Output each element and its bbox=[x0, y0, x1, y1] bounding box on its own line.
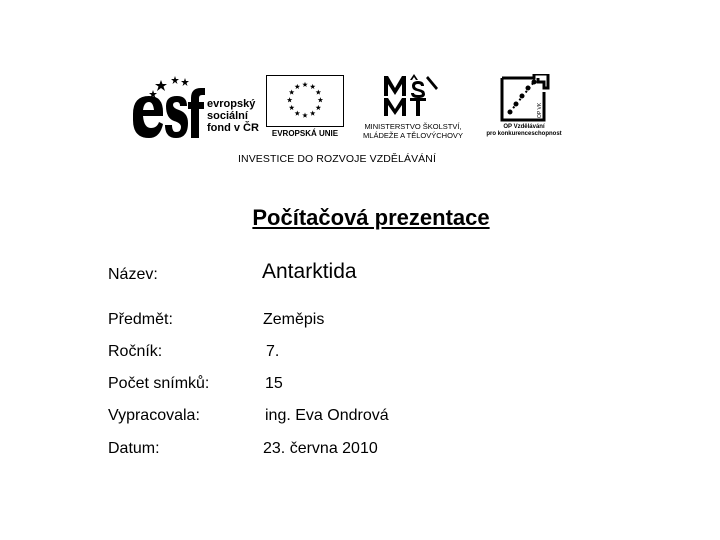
info-row-nazev bbox=[108, 260, 508, 292]
info-label: Předmět: bbox=[108, 311, 173, 328]
eu-star-icon bbox=[310, 110, 315, 115]
eu-star-icon bbox=[302, 82, 307, 87]
esf-tagline-line: evropský bbox=[207, 98, 256, 110]
info-label: Vypracovala: bbox=[108, 407, 200, 424]
info-row-datum bbox=[108, 440, 508, 466]
eu-star-icon bbox=[318, 97, 323, 102]
msmt-label bbox=[348, 122, 478, 140]
esf-letters-graphic bbox=[133, 76, 207, 138]
op-vk-label-line: pro konkurenceschopnost bbox=[486, 131, 562, 137]
info-row-predmet bbox=[108, 311, 508, 337]
info-value: 7. bbox=[266, 343, 280, 360]
esf-logo bbox=[133, 76, 259, 138]
eu-star-icon bbox=[316, 105, 321, 110]
info-label: Ročník: bbox=[108, 343, 163, 360]
op-vk-label-line: OP Vzdělávání bbox=[503, 124, 545, 130]
page-title: Počítačová prezentace bbox=[252, 205, 490, 230]
info-value: Zeměpis bbox=[263, 311, 325, 328]
eu-star-icon bbox=[302, 113, 307, 118]
eu-star-icon bbox=[295, 110, 300, 115]
info-value: ing. Eva Ondrová bbox=[265, 407, 389, 424]
op-vk-side-text: OP VK bbox=[537, 102, 543, 118]
investice-slogan: INVESTICE DO ROZVOJE VZDĚLÁVÁNÍ bbox=[238, 153, 436, 165]
eu-star-icon bbox=[289, 105, 294, 110]
info-value: 15 bbox=[265, 375, 283, 392]
eu-flag-icon bbox=[266, 75, 344, 127]
eu-label: EVROPSKÁ UNIE bbox=[271, 129, 339, 138]
info-value: 23. června 2010 bbox=[263, 440, 378, 457]
eu-star-icon bbox=[289, 89, 294, 94]
op-vk-mark-graphic bbox=[498, 74, 552, 124]
eu-logo bbox=[266, 75, 344, 139]
logo-banner bbox=[0, 0, 720, 180]
esf-tagline-line: sociální bbox=[207, 110, 248, 122]
eu-star-icon bbox=[287, 97, 292, 102]
info-row-vypracovala bbox=[108, 407, 508, 433]
info-label: Počet snímků: bbox=[108, 375, 210, 392]
eu-star-icon bbox=[310, 84, 315, 89]
msmt-label-line: MINISTERSTVO ŠKOLSTVÍ, bbox=[364, 122, 462, 131]
esf-tagline-line: fond v ČR bbox=[207, 122, 259, 134]
op-vk-label bbox=[482, 124, 566, 138]
eu-star-icon bbox=[316, 89, 321, 94]
msmt-logo bbox=[348, 74, 478, 140]
info-label: Název: bbox=[108, 266, 158, 283]
info-value: Antarktida bbox=[262, 260, 357, 283]
eu-star-icon bbox=[295, 84, 300, 89]
info-row-rocnik bbox=[108, 343, 508, 369]
esf-tagline bbox=[207, 98, 259, 134]
op-vk-logo bbox=[482, 74, 566, 140]
msmt-label-line: MLÁDEŽE A TĚLOVÝCHOVY bbox=[363, 131, 463, 140]
info-row-pocet-snimku bbox=[108, 375, 508, 401]
info-label: Datum: bbox=[108, 440, 160, 457]
msmt-monogram-graphic bbox=[382, 74, 440, 118]
